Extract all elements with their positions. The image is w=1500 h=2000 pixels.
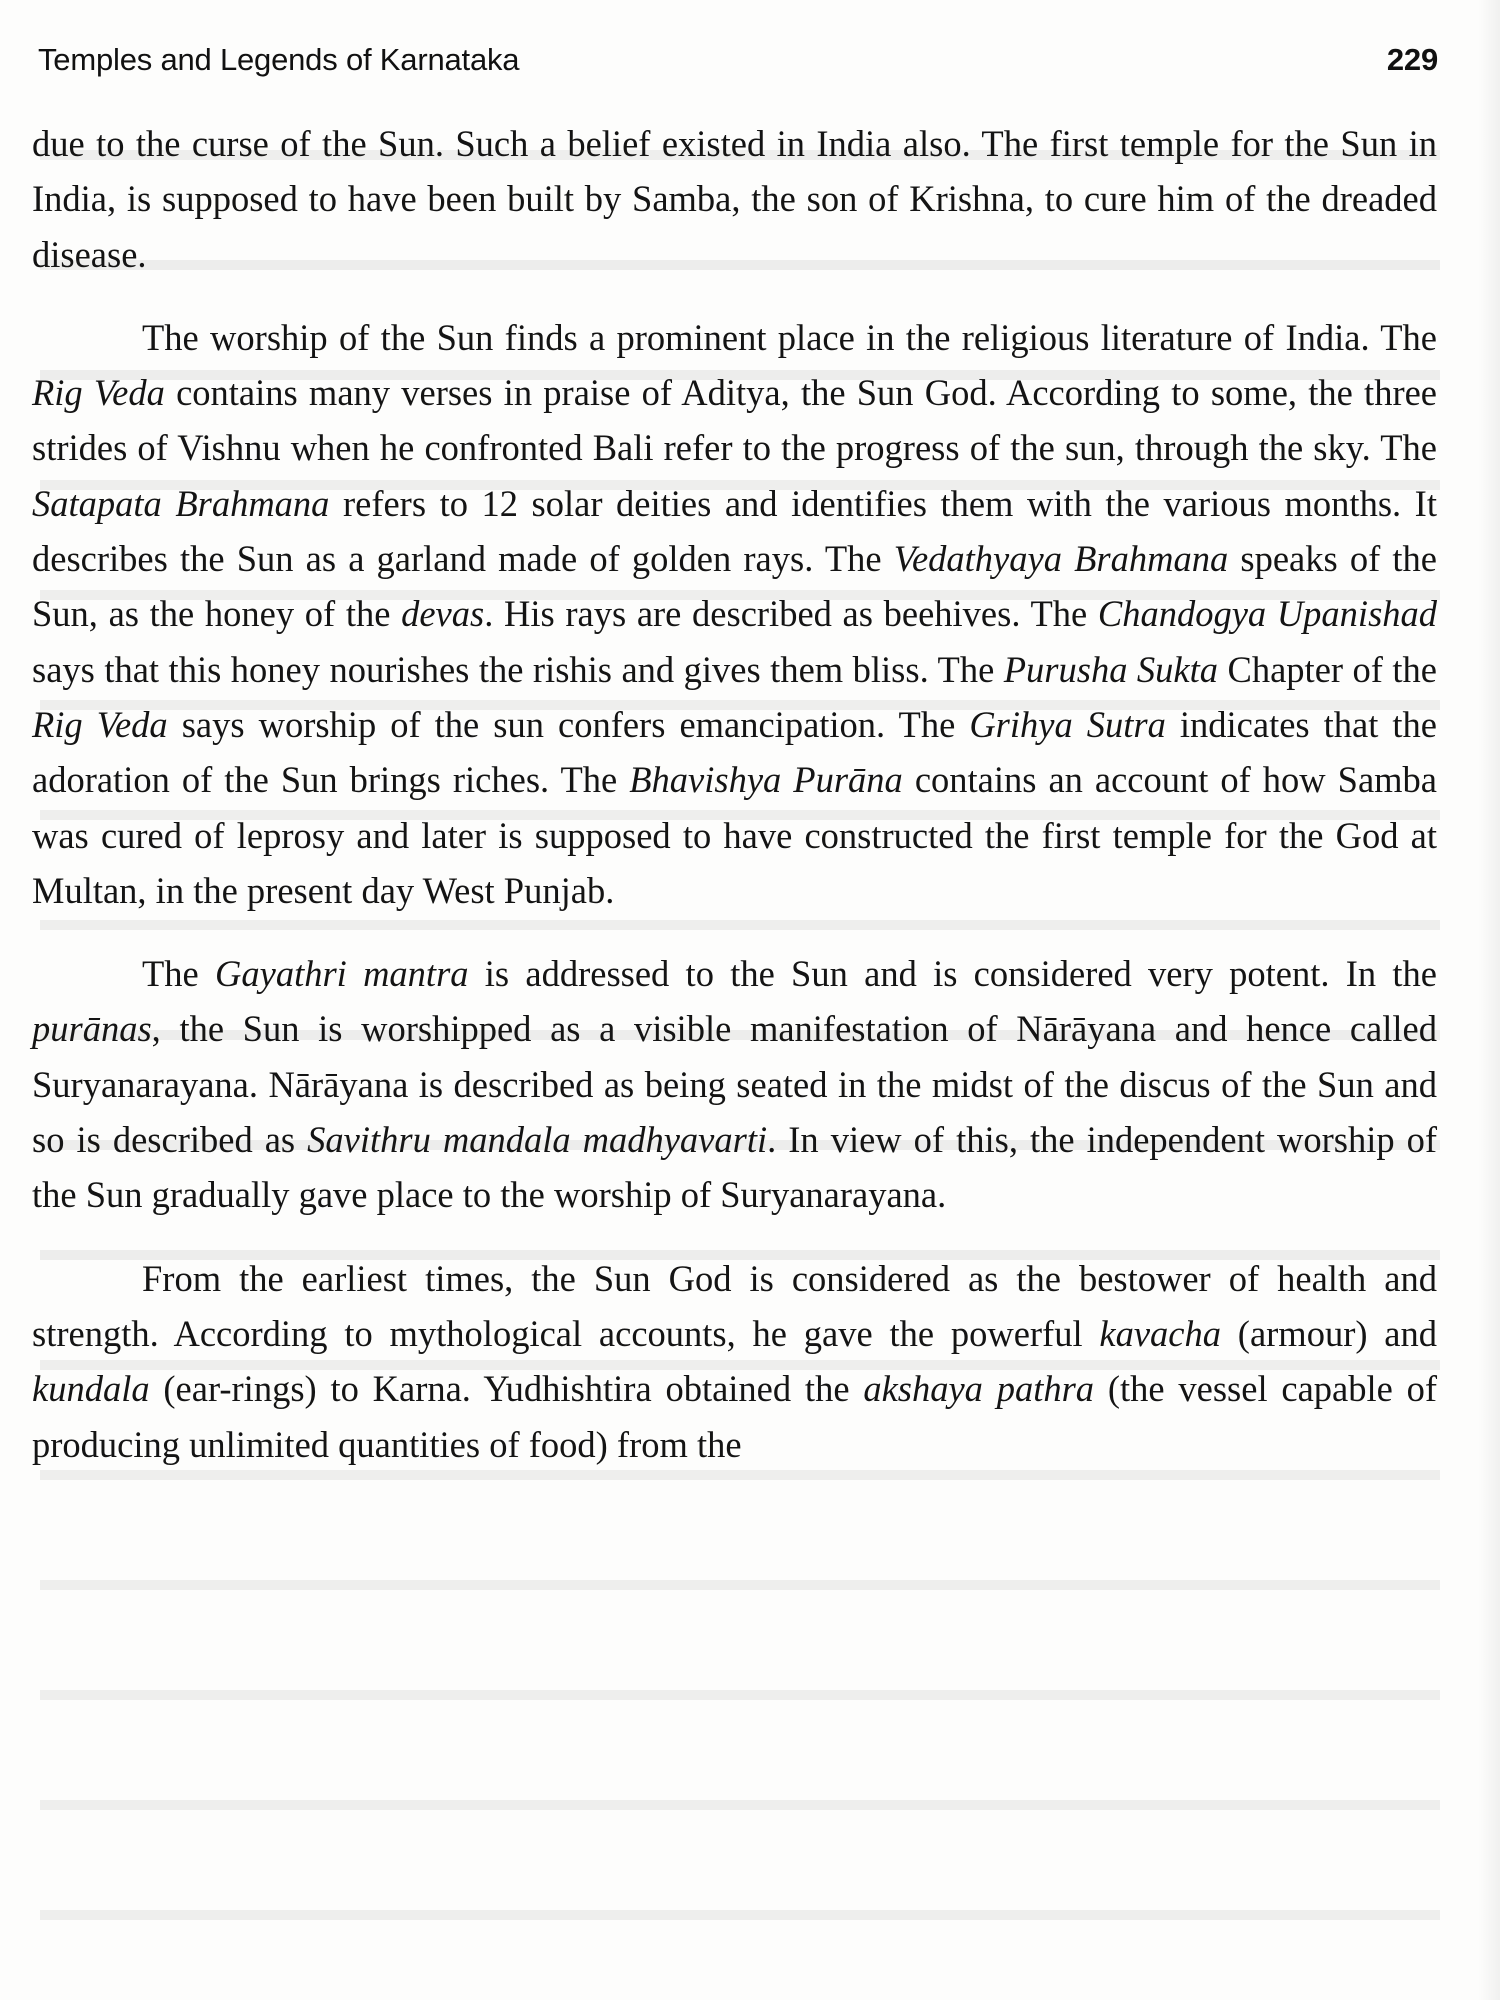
italic-term: kundala: [32, 1368, 150, 1410]
text-run: (ear-rings) to Karna. Yudhishtira obtained the: [149, 1368, 864, 1410]
text-run: . His rays are described as beehives. The: [484, 593, 1098, 635]
italic-term: Savithru mandala madhyavarti: [307, 1119, 768, 1161]
text-run: is addressed to the Sun and is considered very potent. In the: [468, 953, 1438, 995]
italic-term: akshaya pathra: [863, 1368, 1095, 1410]
italic-term: Rig Veda: [32, 372, 165, 414]
text-run: speaks of the Sun, as the honey of the: [32, 538, 1437, 635]
text-run: (the vessel capable of producing unlimited quantities of food) from the: [32, 1368, 1438, 1465]
paragraph-1: due to the curse of the Sun. Such a belief existed in India also. The first temple for the Sun in India, is supposed to have been built by Samba, the son of Krishna, to cure him of the dreaded disease.: [32, 123, 1437, 275]
italic-term: Rig Veda: [32, 703, 168, 745]
text-run: says that this honey nourishes the rishis and gives them bliss. The: [32, 648, 1004, 690]
running-head: [38, 38, 1438, 82]
text-run: The worship of the Sun finds a prominent place in the religious literature of India. The: [142, 316, 1437, 358]
text-run: refers to 12 solar deities and identifies them with the various months. It describes the Sun as a garland made of golden rays. The: [32, 482, 1437, 580]
text-run: contains many verses in praise of Aditya, the Sun God. According to some, the three strides of Vishnu when he confronted Bali refer to the progress of the sun, through the sky. The: [32, 372, 1437, 469]
text-run: Chapter of the: [1218, 648, 1438, 690]
page-edge-shadow: [1478, 0, 1500, 2000]
paragraph-4: [32, 1251, 1437, 1472]
text-run: , the Sun is worshipped as a visible manifestation of Nārāyana and hence called Suryanarayana. Nārāyana is described as being seated in the midst of the discus of the Sun and so is described as: [32, 1008, 1437, 1161]
italic-term: Bhavishya Purāna: [629, 759, 903, 801]
text-run: From the earliest times, the Sun God is considered as the bestower of health and strength. According to mythological accounts, he gave the powerful: [32, 1257, 1437, 1354]
italic-term: Gayathri mantra: [215, 953, 469, 995]
book-title: Temples and Legends of Karnataka: [38, 42, 520, 77]
text-run: says worship of the sun confers emancipation. The: [167, 703, 970, 745]
text-run: indicates that the adoration of the Sun brings riches. The: [32, 703, 1437, 801]
text-run: . In view of this, the independent worship of the Sun gradually gave place to the worship of Suryanarayana.: [32, 1119, 1438, 1216]
italic-term: kavacha: [1099, 1312, 1221, 1354]
italic-term: purānas: [32, 1008, 152, 1050]
text-run: The: [142, 953, 216, 995]
page-number: 229: [1386, 42, 1438, 77]
italic-term: Satapata Brahmana: [32, 482, 330, 524]
italic-term: Purusha Sukta: [1003, 648, 1219, 690]
text-run: (armour) and: [1221, 1312, 1437, 1354]
italic-term: Chandogya Upanishad: [1097, 593, 1438, 635]
paragraph-3: [32, 946, 1437, 1222]
italic-term: Vedathyaya Brahmana: [893, 538, 1229, 580]
italic-term: devas: [401, 593, 485, 635]
paragraph-2: [32, 310, 1437, 918]
body-text: [32, 116, 1437, 1500]
italic-term: Grihya Sutra: [969, 703, 1166, 745]
text-run: contains an account of how Samba was cured of leprosy and later is supposed to have constructed the first temple for the God at Multan, in the present day West Punjab.: [32, 759, 1438, 911]
